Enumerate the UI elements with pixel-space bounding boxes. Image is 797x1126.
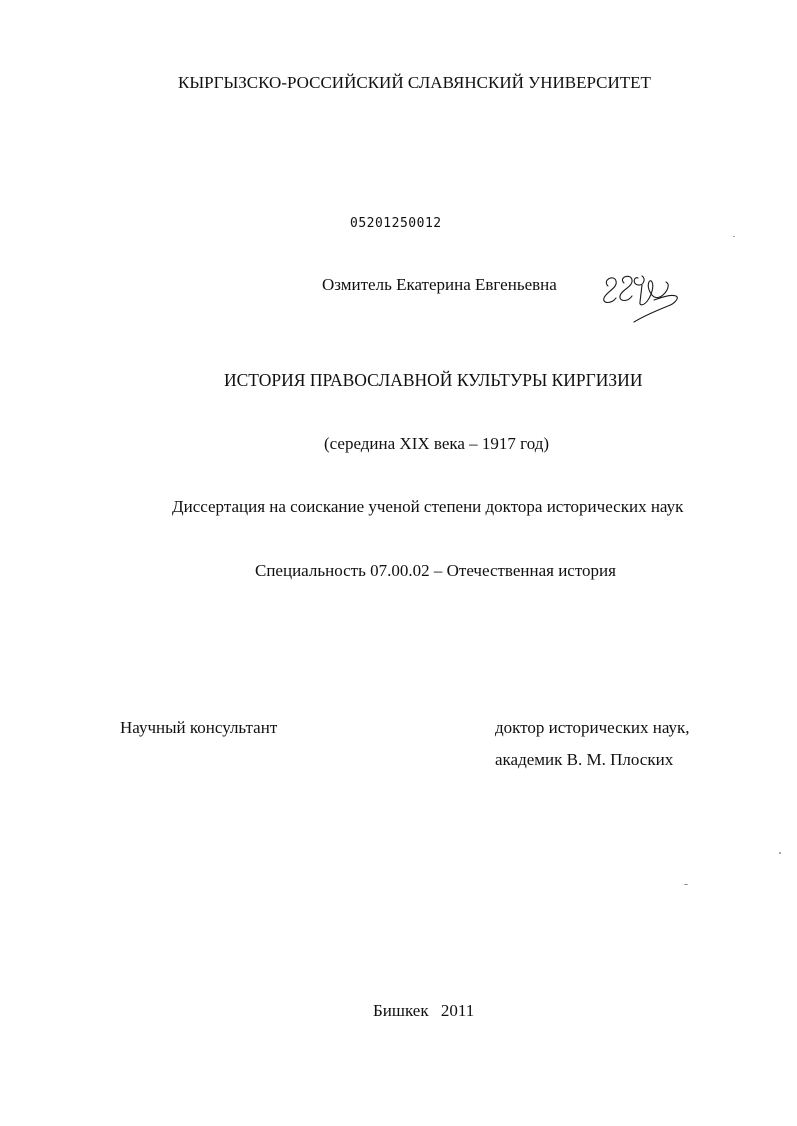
specialty: Специальность 07.00.02 – Отечественная история [255, 561, 616, 580]
dissertation-period: (середина XIX века – 1917 год) [324, 434, 550, 453]
dissertation-title: ИСТОРИЯ ПРАВОСЛАВНОЙ КУЛЬТУРЫ КИРГИЗИИ [224, 370, 643, 390]
city-year: Бишкек 2011 [373, 1001, 475, 1020]
scan-speck [733, 236, 735, 237]
scan-speck [684, 884, 688, 885]
university-name: КЫРГЫЗСКО-РОССИЙСКИЙ СЛАВЯНСКИЙ УНИВЕРСИТЕТ [178, 73, 651, 92]
consultant-label: Научный консультант [120, 718, 278, 737]
document-number: 05201250012 [350, 216, 442, 231]
consultant-name: академик В. М. Плоских [495, 750, 674, 769]
scan-speck [779, 852, 781, 854]
degree-statement: Диссертация на соискание ученой степени доктора исторических наук [172, 497, 684, 516]
consultant-degree: доктор исторических наук, [495, 718, 690, 737]
signature-icon [598, 266, 682, 326]
author-name: Озмитель Екатерина Евгеньевна [322, 275, 557, 294]
